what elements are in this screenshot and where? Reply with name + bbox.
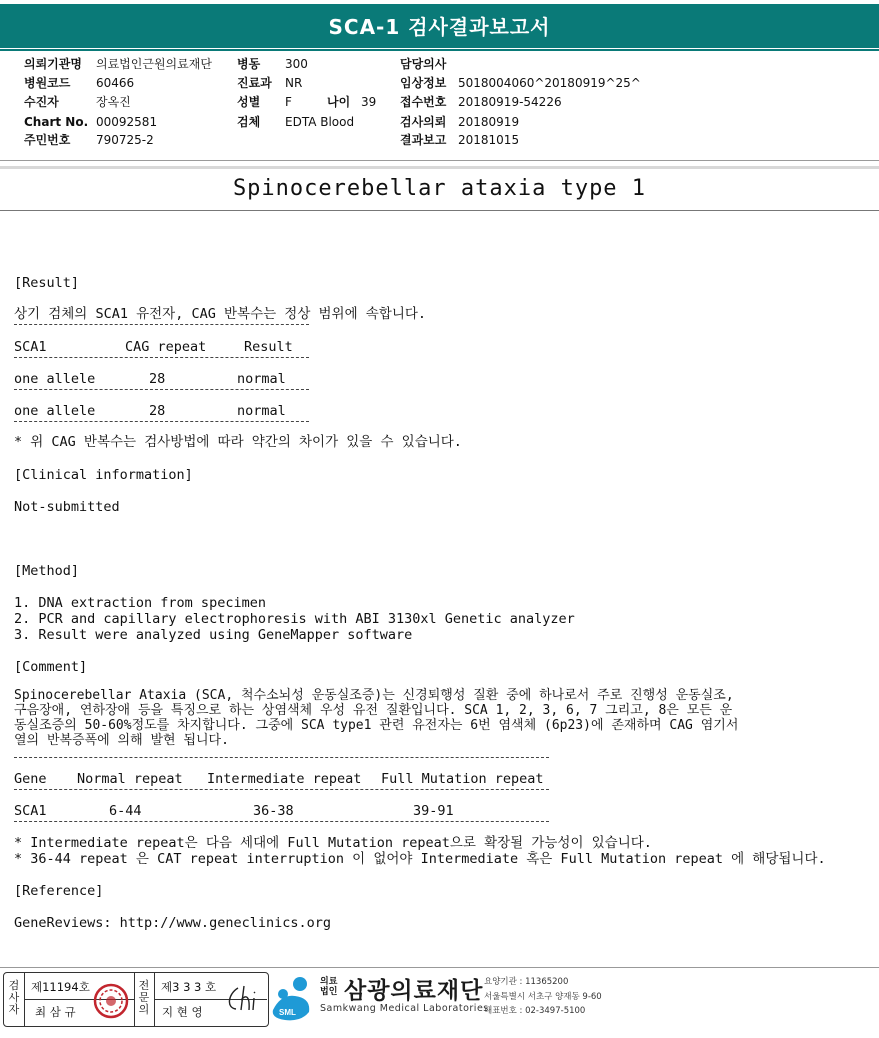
table-divider [14,421,309,422]
table-divider [14,821,549,822]
info-row-age [327,94,376,110]
org-code: 요양기관 : 11365200 [484,977,569,987]
inspector-license: 제11194호 [31,980,90,994]
table-divider [14,789,549,790]
result-heading: [Result] [14,275,80,291]
result-row-1-cag: 28 [149,371,166,387]
info-value: F [285,95,292,109]
info-row-accession [400,94,562,110]
footer-divider [0,967,879,968]
info-key: Chart No. [24,115,89,129]
comment-line-2: 구음장애, 연하장애 등을 특징으로 하는 상염색체 우성 유전 질환입니다. SCA 1, 2, 3, 6, 7 그리고, 8은 모든 운 [14,703,733,718]
info-key: 검사의뢰 [400,115,447,129]
header-divider-shade [0,166,879,169]
info-key: 결과보고 [400,133,447,147]
info-key: 담당의사 [400,57,447,71]
org-legal-label: 의료 법인 [320,977,338,997]
info-key: 병동 [237,57,261,71]
specialist-label: 전 문 의 [138,979,150,1016]
box-divider [134,973,135,1026]
info-row-physician [400,56,458,72]
title-divider [0,210,879,211]
specialist-signature [224,984,262,1014]
banner-divider [0,49,879,51]
repeat-row-gene: SCA1 [14,803,47,819]
result-row-1-allele: one allele [14,371,96,387]
repeat-th-intermediate: Intermediate repeat [207,771,362,787]
info-value: 300 [285,57,308,71]
clinical-text: Not-submitted [14,499,120,515]
table-divider [14,757,549,758]
repeat-th-gene: Gene [14,771,47,787]
comment-heading: [Comment] [14,659,88,675]
info-row-resident-no [24,132,154,148]
comment-line-1: Spinocerebellar Ataxia (SCA, 척수소뇌성 운동실조증)는 신경퇴행성 질환 중에 하나로서 주로 진행성 운동실조, [14,688,734,703]
inspector-label: 검 사 자 [8,979,20,1016]
info-row-requested [400,114,519,130]
repeat-row-intermediate: 36-38 [253,803,294,819]
org-phone: 대표번호 : 02-3497-5100 [484,1006,586,1016]
repeat-row-normal: 6-44 [109,803,142,819]
info-key: 주민번호 [24,133,71,147]
method-item-2: 2. PCR and capillary electrophoresis with ABI 3130xl Genetic analyzer [14,611,575,627]
result-row-2-allele: one allele [14,403,96,419]
info-row-chart-no [24,114,157,130]
info-key: 접수번호 [400,95,447,109]
info-key: 진료과 [237,76,272,90]
report-title-banner [0,4,879,48]
info-row-hospital-code [24,75,134,91]
info-row-department [237,75,302,91]
org-name: 삼광의료재단 [344,978,484,1004]
result-note: * 위 CAG 반복수는 검사방법에 따라 약간의 차이가 있을 수 있습니다. [14,434,462,450]
result-row-2-cag: 28 [149,403,166,419]
repeat-th-full: Full Mutation repeat [381,771,544,787]
info-key: 임상정보 [400,76,447,90]
test-title: Spinocerebellar ataxia type 1 [232,176,647,201]
method-item-3: 3. Result were analyzed using GeneMapper software [14,627,413,643]
result-row-1-result: normal [237,371,286,387]
comment-note-2: * 36-44 repeat 은 CAT repeat interruption 이 없어야 Intermediate 혹은 Full Mutation repeat 에 해당됩니다. [14,851,826,867]
info-value: 39 [361,95,377,109]
info-row-reported [400,132,519,148]
info-value: 5018004060^20180919^25^ [458,76,641,90]
info-value: 790725-2 [96,133,154,147]
info-row-clinical [400,75,641,91]
method-item-1: 1. DNA extraction from specimen [14,595,266,611]
inspector-name: 최 삼 규 [35,1005,76,1019]
info-value: 20180919 [458,115,520,129]
info-key: 나이 [327,95,351,109]
result-th-cag: CAG repeat [125,339,207,355]
info-row-institution [24,56,212,72]
info-row-patient [24,94,131,110]
info-value: 20181015 [458,133,520,147]
sml-logo-text: SML [279,1008,296,1017]
info-value: EDTA Blood [285,115,355,129]
info-key: 성별 [237,95,261,109]
repeat-row-full: 39-91 [413,803,454,819]
sml-logo-icon [271,974,317,1022]
reference-heading: [Reference] [14,883,104,899]
info-row-sex [237,94,292,110]
specialist-license: 제3 3 3 호 [161,980,217,994]
clinical-heading: [Clinical information] [14,467,193,483]
org-name-english: Samkwang Medical Laboratories [320,1003,489,1014]
table-divider [14,357,309,358]
comment-line-3: 동실조증의 50-60%정도를 차지합니다. 그중에 SCA type1 관련 유전자는 6번 염색체 (6p23)에 존재하며 CAG 염기서 [14,718,739,733]
info-key: 의뢰기관명 [24,57,82,71]
info-value: NR [285,76,303,90]
info-key: 검체 [237,115,261,129]
info-value: 의료법인근원의료재단 [96,57,212,71]
result-th-result: Result [244,339,293,355]
info-key: 수진자 [24,95,59,109]
result-summary: 상기 검체의 SCA1 유전자, CAG 반복수는 정상 범위에 속합니다. [14,306,427,322]
info-value: 60466 [96,76,135,90]
specialist-name: 지 현 영 [162,1005,203,1019]
info-value: 장옥진 [96,95,131,109]
table-divider [14,389,309,390]
info-value: 00092581 [96,115,158,129]
org-address: 서울특별시 서초구 양재동 9-60 [484,992,602,1002]
method-heading: [Method] [14,563,80,579]
result-th-gene: SCA1 [14,339,47,355]
comment-line-4: 열의 반복증폭에 의해 발현 됩니다. [14,733,229,748]
info-row-specimen [237,114,354,130]
header-divider [0,160,879,161]
inspector-seal-stamp [92,982,130,1020]
comment-note-1: * Intermediate repeat은 다음 세대에 Full Mutation repeat으로 확장될 가능성이 있습니다. [14,835,652,851]
result-row-2-result: normal [237,403,286,419]
info-key: 병원코드 [24,76,71,90]
repeat-th-normal: Normal repeat [77,771,183,787]
table-divider [14,324,309,325]
info-value: 20180919-54226 [458,95,562,109]
reference-text: GeneReviews: http://www.geneclinics.org [14,915,331,931]
info-row-ward [237,56,308,72]
report-title: SCA-1 검사결과보고서 [328,15,551,39]
